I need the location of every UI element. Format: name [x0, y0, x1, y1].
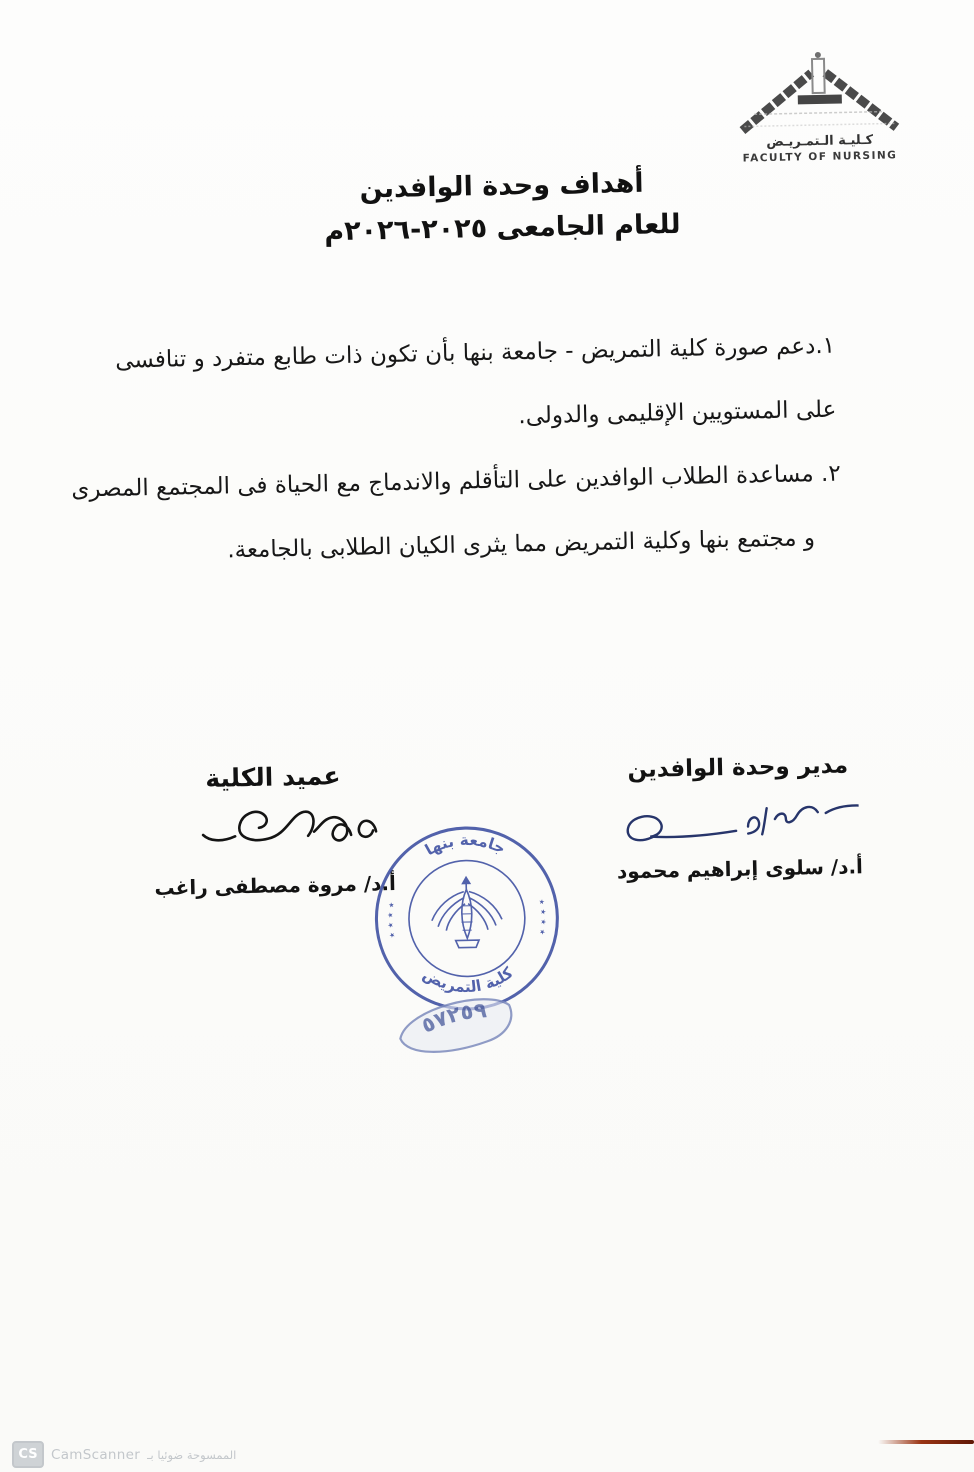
unit-director-name: أ.د/ سلوى إبراهيم محمود	[616, 854, 864, 884]
unit-director-signature	[618, 780, 859, 857]
goal-1-line-1: ١.دعم صورة كلية التمريض - جامعة بنها بأن تكون ذات طابع متفرد و تنافسى	[114, 332, 836, 374]
svg-text:٭ ٭ ٭ ٭	[535, 897, 551, 936]
title-line-2: للعام الجامعى ٢٠٢٥-٢٠٢٦م	[324, 208, 681, 248]
camscanner-watermark	[12, 1441, 236, 1468]
signature-block-unit-director	[600, 752, 879, 884]
document-title	[291, 161, 713, 254]
camscanner-arabic-note: الممسوحة ضوئيا بـ	[147, 1447, 237, 1462]
dean-signature	[163, 791, 385, 874]
seal-left-ornament: ٭ ٭ ٭ ٭	[383, 900, 399, 940]
seal-top-text: جامعة بنها	[421, 830, 509, 860]
dean-name: أ.د/ مروة مصطفى راغب	[154, 870, 397, 901]
faculty-of-nursing-logo	[727, 45, 911, 169]
goal-2-line-2: و مجتمع بنها وكلية التمريض مما يثرى الكيان الطلابى بالجامعة.	[227, 525, 816, 564]
unit-director-title: مدير وحدة الوافدين	[627, 752, 849, 784]
signature-block-dean	[150, 760, 399, 900]
seal-right-ornament: ٭ ٭ ٭ ٭	[534, 897, 551, 937]
faculty-logo-graphic	[727, 45, 911, 169]
svg-text:٭ ٭ ٭ ٭	[383, 901, 399, 940]
logo-arabic-name: كـليـة الـتمـريـض	[766, 132, 874, 151]
seal-bottom-text: كلية التمريض	[419, 963, 517, 997]
serial-number-value: ٥٧٢٥٩	[417, 998, 488, 1038]
camscanner-cs-icon: CS	[12, 1441, 44, 1468]
dean-title: عميد الكلية	[204, 761, 341, 793]
camscanner-brand-label: CamScanner	[51, 1446, 141, 1463]
logo-english-name: FACULTY OF NURSING	[742, 149, 898, 165]
title-line-1: أهداف وحدة الوافدين	[359, 167, 644, 205]
eagle-emblem-icon	[431, 877, 503, 949]
goal-2-line-1: ٢. مساعدة الطلاب الوافدين على التأقلم والاندماج مع الحياة فى المجتمع المصرى	[71, 460, 841, 503]
goal-1-line-2: على المستويين الإقليمى والدولى.	[518, 396, 837, 430]
scan-edge-artifact	[878, 1440, 974, 1444]
